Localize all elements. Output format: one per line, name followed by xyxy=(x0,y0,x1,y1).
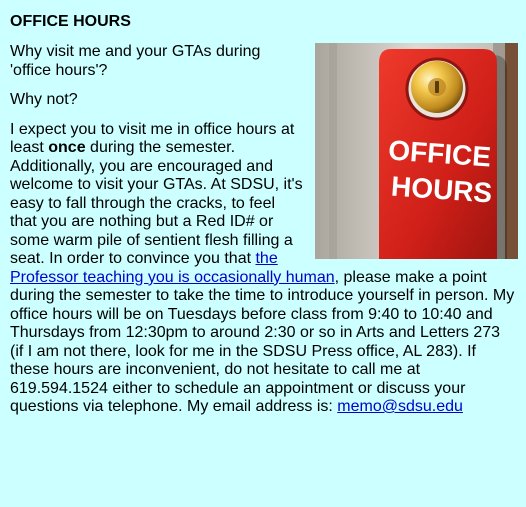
page-title: OFFICE HOURS xyxy=(10,13,131,30)
sign-text-line1: OFFICE xyxy=(387,134,492,173)
paragraph-text-3: , please make a point during the semester to take the time to introduce yourself in person. My office hours will be on Tuesdays before class from 9:40 to 10:40 and Thursdays from 12:30pm to around 2:30 or so in Arts and Letters 273 (if I am not there, look for me in the SDSU Press office, AL 283). If these hours are inconvenient, do not hesitate to call me at 619.594.1524 either to schedule an appointment or discuss your questions via telephone. My email address is: xyxy=(10,268,515,415)
professor-human-link[interactable]: the Professor teaching you is occasionally human xyxy=(10,250,335,286)
why-not-text: Why not? xyxy=(10,91,78,108)
sign-text-line2: HOURS xyxy=(390,170,494,209)
email-link[interactable]: memo@sdsu.edu xyxy=(337,398,463,415)
door-hanger-illustration xyxy=(315,43,518,259)
paragraph-text-2: during the semester. Additionally, you are encouraged and welcome to visit your GTAs. At SDSU, it's easy to fall through the cracks, to feel that you are nothing but a Red ID# or some warm pile of sentient flesh filling a seat. In order to convince you that xyxy=(10,139,303,267)
emphasis-once: once xyxy=(48,139,86,156)
paragraph-text-1: I expect you to visit me in office hours at least xyxy=(10,120,295,156)
intro-question: Why visit me and your GTAs during 'office hours'? xyxy=(10,43,261,79)
office-hours-door-sign-image xyxy=(315,43,518,259)
